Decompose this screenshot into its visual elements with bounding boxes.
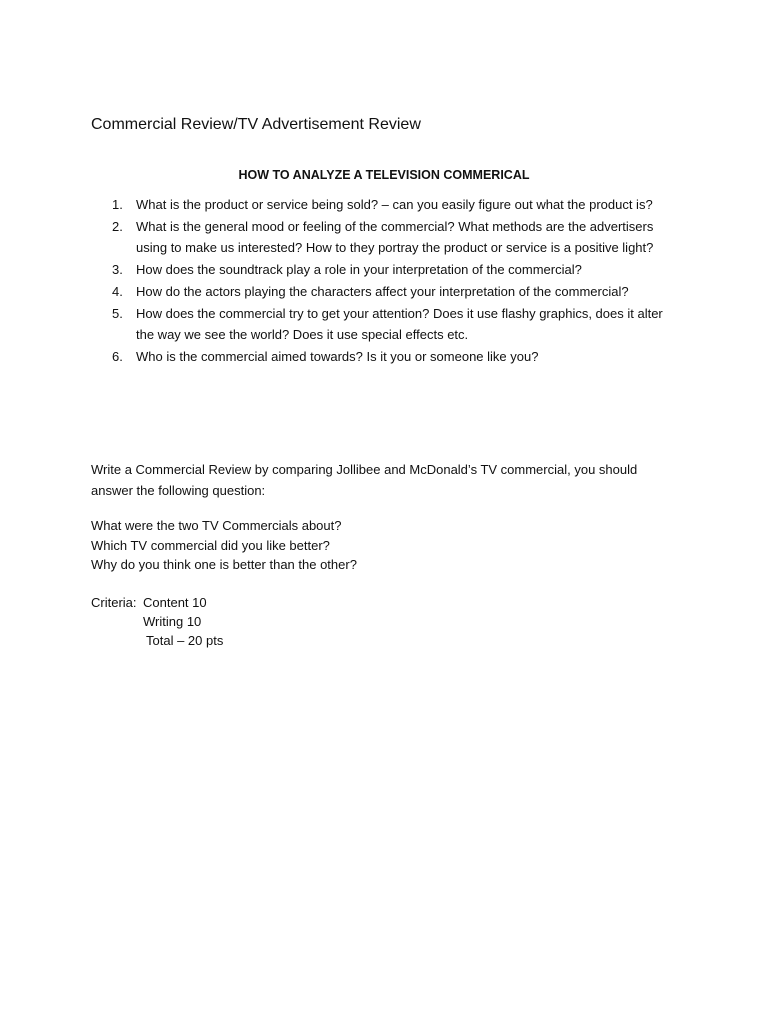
criteria-content: Content 10 [143,595,207,610]
question-number: 4. [112,283,123,299]
question-text: How do the actors playing the characters affect your interpretation of the commercial? [136,283,629,299]
review-prompts [91,516,691,575]
question-text: How does the soundtrack play a role in your interpretation of the commercial? [136,262,582,278]
question-item-1 [0,194,681,216]
question-number: 6. [112,348,123,364]
document-title: Commercial Review/TV Advertisement Review [91,116,421,133]
prompt-line: Which TV commercial did you like better? [91,537,330,553]
question-number: 3. [112,262,123,278]
question-number: 5. [112,305,123,321]
question-item-4 [0,281,681,303]
section-heading: HOW TO ANALYZE A TELEVISION COMMERICAL [238,168,530,182]
question-number: 1. [112,197,123,212]
question-item-6 [0,346,681,368]
criteria-writing: Writing 10 [143,614,202,629]
question-number: 2. [112,218,123,234]
question-list [0,194,768,368]
criteria-label: Criteria: [91,595,137,610]
question-item-5 [0,303,681,346]
question-text: What is the product or service being sold? – can you easily figure out what the product is? [136,197,653,212]
question-text: How does the commercial try to get your attention? Does it use flashy graphics, does it alter the way we see the world? Does it use special effects etc. [136,305,663,343]
criteria-total: Total – 20 pts [146,633,224,648]
prompt-line: Why do you think one is better than the other? [91,557,357,572]
question-item-3 [0,259,681,281]
question-text: Who is the commercial aimed towards? Is it you or someone like you? [136,348,539,364]
task-instructions: Write a Commercial Review by comparing Jollibee and McDonald’s TV commercial, you should answer the following question: [91,462,638,498]
question-item-2 [0,216,681,259]
prompt-line: What were the two TV Commercials about? [91,518,342,533]
question-text: What is the general mood or feeling of the commercial? What methods are the advertisers using to make us interested? How to they portray the product or service is a positive light? [136,218,654,256]
